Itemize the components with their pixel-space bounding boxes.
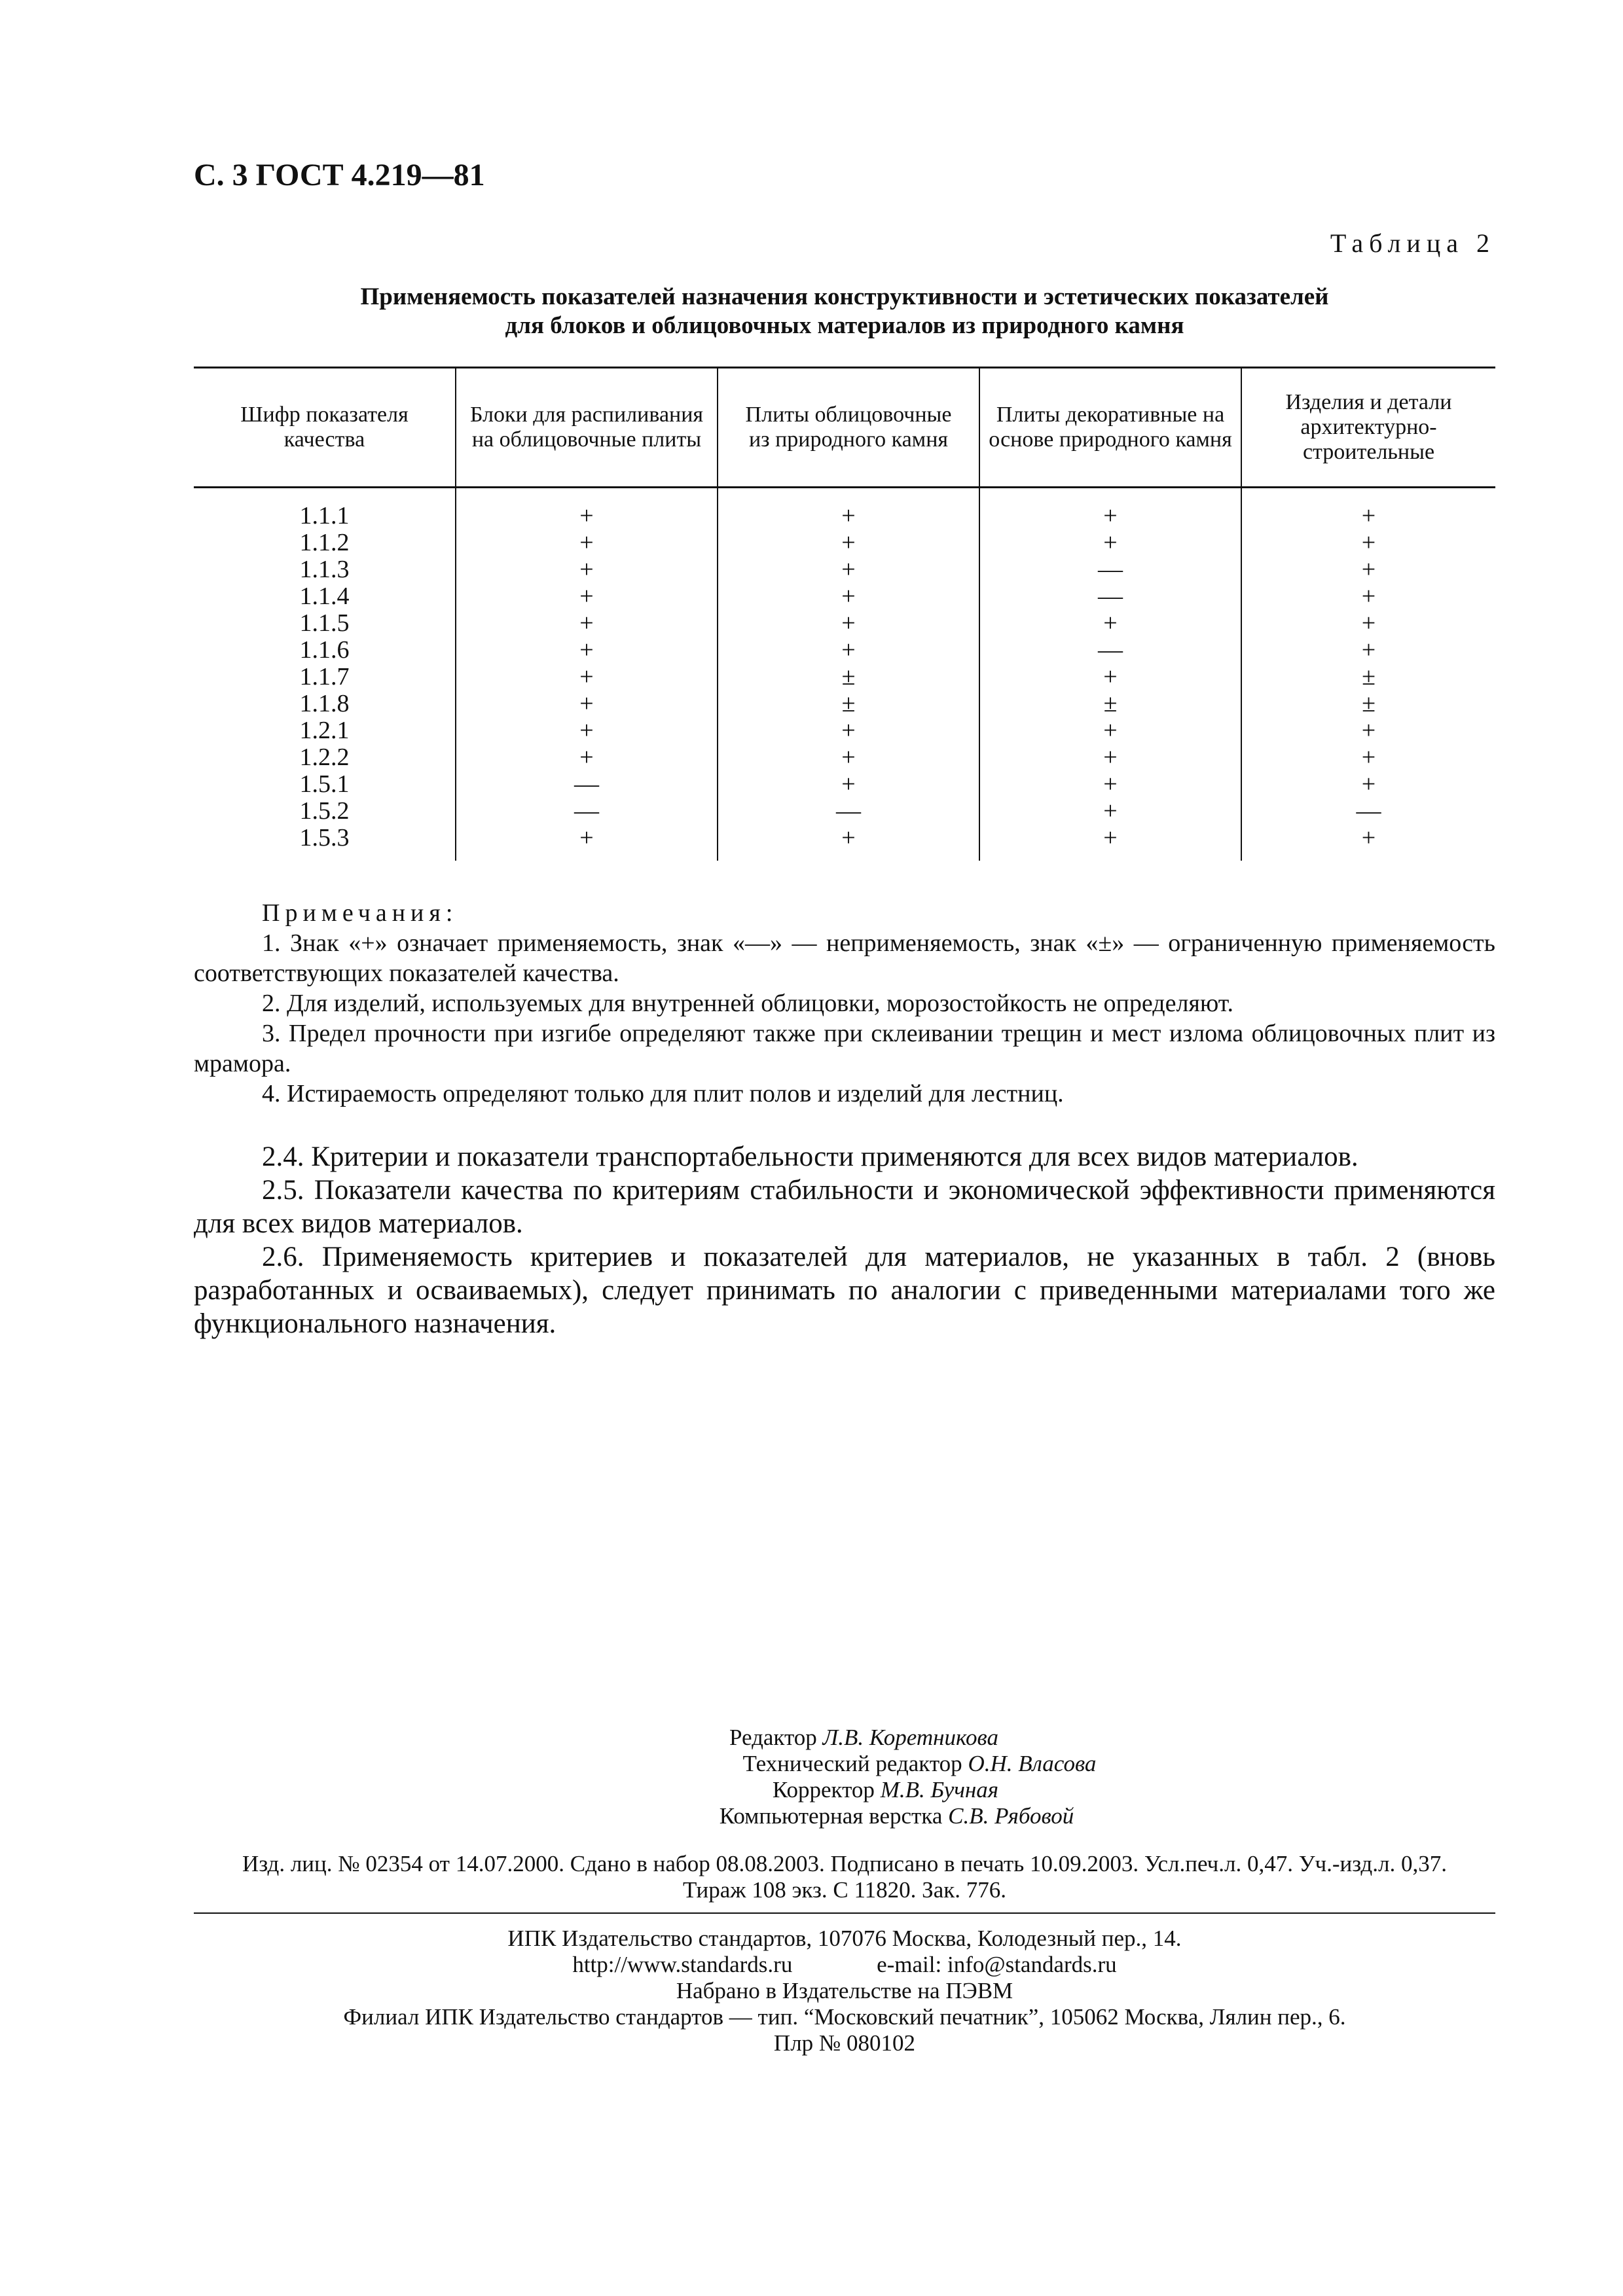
cell-value: +: [718, 556, 979, 583]
cell-value: ±: [718, 691, 979, 717]
credit-role: Корректор: [772, 1777, 875, 1803]
clause-2-4: 2.4. Критерии и показатели транспортабельности применяются для всех видов материалов.: [262, 1141, 1359, 1172]
note-item: 3. Предел прочности при изгибе определяют также при склеивании трещин и мест излома облицовочных плит из мрамора.: [194, 1020, 1495, 1077]
cell-value: +: [456, 529, 718, 556]
credit-role: Компьютерная верстка: [719, 1803, 943, 1829]
publication-info: [194, 1851, 1495, 1903]
cell-value: +: [456, 488, 718, 530]
cell-value: +: [456, 583, 718, 610]
cell-value: —: [979, 637, 1241, 664]
table-row: [194, 637, 1495, 664]
publisher-website: http://www.standards.ru: [572, 1952, 793, 1977]
cell-code: 1.1.3: [299, 556, 350, 583]
cell-value: +: [979, 488, 1241, 530]
cell-value: +: [456, 556, 718, 583]
cell-value: +: [979, 664, 1241, 691]
credit-technical-editor: [0, 1751, 1623, 1777]
table-row: [194, 798, 1495, 825]
cell-value: +: [718, 637, 979, 664]
publication-line-2: Тираж 108 экз. С 11820. Зак. 776.: [683, 1877, 1006, 1903]
publisher-contacts: [194, 1952, 1495, 1978]
clauses-section: [194, 1140, 1495, 1340]
table-row: [194, 691, 1495, 717]
cell-value: —: [456, 798, 718, 825]
cell-value: +: [718, 488, 979, 530]
cell-value: +: [456, 691, 718, 717]
publisher-branch: Филиал ИПК Издательство стандартов — тип. “Московский печатник”, 105062 Москва, Лялин пер., 6.: [343, 2004, 1346, 2030]
cell-value: +: [718, 583, 979, 610]
cell-code: 1.1.1: [299, 502, 350, 529]
credit-person: О.Н. Власова: [968, 1751, 1097, 1776]
cell-value: —: [979, 556, 1241, 583]
cell-code: 1.1.2: [299, 529, 350, 556]
cell-value: +: [456, 664, 718, 691]
cell-value: —: [1241, 798, 1495, 825]
cell-value: +: [1241, 771, 1495, 798]
cell-value: +: [718, 744, 979, 771]
cell-value: +: [979, 717, 1241, 744]
cell-value: +: [718, 825, 979, 861]
cell-code: 1.5.1: [299, 770, 350, 798]
cell-value: +: [1241, 744, 1495, 771]
cell-value: +: [1241, 610, 1495, 637]
credit-editor: [0, 1725, 1623, 1751]
table-row: [194, 717, 1495, 744]
credit-person: М.В. Бучная: [880, 1777, 999, 1803]
cell-value: +: [718, 529, 979, 556]
cell-value: +: [1241, 717, 1495, 744]
cell-value: +: [456, 825, 718, 861]
cell-value: ±: [1241, 691, 1495, 717]
table-row: [194, 744, 1495, 771]
cell-code: 1.1.4: [299, 583, 350, 610]
notes-section: [194, 898, 1495, 1109]
cell-value: +: [979, 529, 1241, 556]
table-label: Таблица 2: [1330, 228, 1495, 258]
cell-value: +: [1241, 583, 1495, 610]
table-title: [194, 283, 1495, 340]
cell-value: +: [718, 771, 979, 798]
cell-value: +: [456, 744, 718, 771]
cell-value: +: [1241, 556, 1495, 583]
cell-value: +: [979, 825, 1241, 861]
cell-value: ±: [979, 691, 1241, 717]
cell-code: 1.1.5: [299, 609, 350, 637]
credit-role: Редактор: [729, 1725, 817, 1750]
note-item: 1. Знак «+» означает применяемость, знак «—» — неприменяемость, знак «±» — ограниченную применяемость соответствующих показателей качества.: [194, 929, 1495, 987]
table-row: [194, 664, 1495, 691]
table-title-line-2: для блоков и облицовочных материалов из природного камня: [505, 312, 1184, 339]
cell-value: —: [456, 771, 718, 798]
cell-value: +: [456, 610, 718, 637]
table-row: [194, 771, 1495, 798]
table-row: [194, 825, 1495, 861]
cell-code: 1.2.1: [299, 717, 350, 744]
page-header: С. 3 ГОСТ 4.219—81: [194, 158, 485, 192]
cell-code: 1.1.6: [299, 636, 350, 664]
column-header-code: Шифр показателя качества: [194, 368, 456, 488]
notes-title: Примечания:: [262, 899, 458, 927]
divider: [194, 1912, 1495, 1914]
column-header-facing-slabs: Плиты облицовочные из природного камня: [718, 368, 979, 488]
applicability-table: [194, 367, 1495, 861]
cell-value: +: [1241, 488, 1495, 530]
cell-value: +: [456, 637, 718, 664]
credits-block: [0, 1725, 1623, 1829]
column-header-decorative-slabs: Плиты декоративные на основе природного камня: [979, 368, 1241, 488]
cell-value: +: [979, 610, 1241, 637]
column-header-blocks: Блоки для распиливания на облицовочные плиты: [456, 368, 718, 488]
table-row: [194, 583, 1495, 610]
cell-code: 1.1.7: [299, 663, 350, 691]
cell-value: +: [1241, 529, 1495, 556]
column-header-architectural-items: Изделия и детали архитектурно-строительные: [1241, 368, 1495, 488]
credit-role: Технический редактор: [742, 1751, 962, 1776]
table-title-line-1: Применяемость показателей назначения конструктивности и эстетических показателей: [360, 283, 1329, 310]
table-row: [194, 488, 1495, 530]
credit-person: С.В. Рябовой: [948, 1803, 1074, 1829]
cell-code: 1.2.2: [299, 744, 350, 771]
cell-value: +: [718, 717, 979, 744]
publisher-typeset: Набрано в Издательстве на ПЭВМ: [676, 1978, 1013, 2003]
credit-proofreader: [0, 1777, 1623, 1803]
cell-code: 1.5.3: [299, 824, 350, 852]
note-item: 4. Истираемость определяют только для плит полов и изделий для лестниц.: [262, 1080, 1064, 1107]
publisher-address: ИПК Издательство стандартов, 107076 Москва, Колодезный пер., 14.: [507, 1926, 1182, 1951]
cell-value: +: [1241, 825, 1495, 861]
cell-value: ±: [718, 664, 979, 691]
credit-person: Л.В. Коретникова: [822, 1725, 998, 1750]
note-item: 2. Для изделий, используемых для внутренней облицовки, морозостойкость не определяют.: [262, 990, 1234, 1017]
table-header-row: [194, 368, 1495, 488]
cell-value: ±: [1241, 664, 1495, 691]
cell-code: 1.1.8: [299, 690, 350, 717]
publisher-license: Плр № 080102: [773, 2030, 916, 2056]
publication-line-1: Изд. лиц. № 02354 от 14.07.2000. Сдано в набор 08.08.2003. Подписано в печать 10.09.2003. Усл.печ.л. 0,47. Уч.-изд.л. 0,37.: [242, 1851, 1447, 1876]
cell-value: +: [979, 771, 1241, 798]
clause-2-6: 2.6. Применяемость критериев и показателей для материалов, не указанных в табл. 2 (вновь разработанных и осваиваемых), следует принимать по аналогии с приведенными материалами того же функционального назначения.: [194, 1242, 1495, 1339]
cell-value: +: [979, 798, 1241, 825]
cell-value: +: [1241, 637, 1495, 664]
cell-value: +: [979, 744, 1241, 771]
table-row: [194, 610, 1495, 637]
cell-code: 1.5.2: [299, 797, 350, 825]
cell-value: —: [979, 583, 1241, 610]
publisher-email: e-mail: info@standards.ru: [877, 1952, 1117, 1977]
cell-value: +: [718, 610, 979, 637]
clause-2-5: 2.5. Показатели качества по критериям стабильности и экономической эффективности применяются для всех видов материалов.: [194, 1175, 1495, 1239]
publisher-info: [194, 1926, 1495, 2056]
table-row: [194, 529, 1495, 556]
cell-value: —: [718, 798, 979, 825]
table-row: [194, 556, 1495, 583]
cell-value: +: [456, 717, 718, 744]
credit-layout: [0, 1803, 1623, 1829]
